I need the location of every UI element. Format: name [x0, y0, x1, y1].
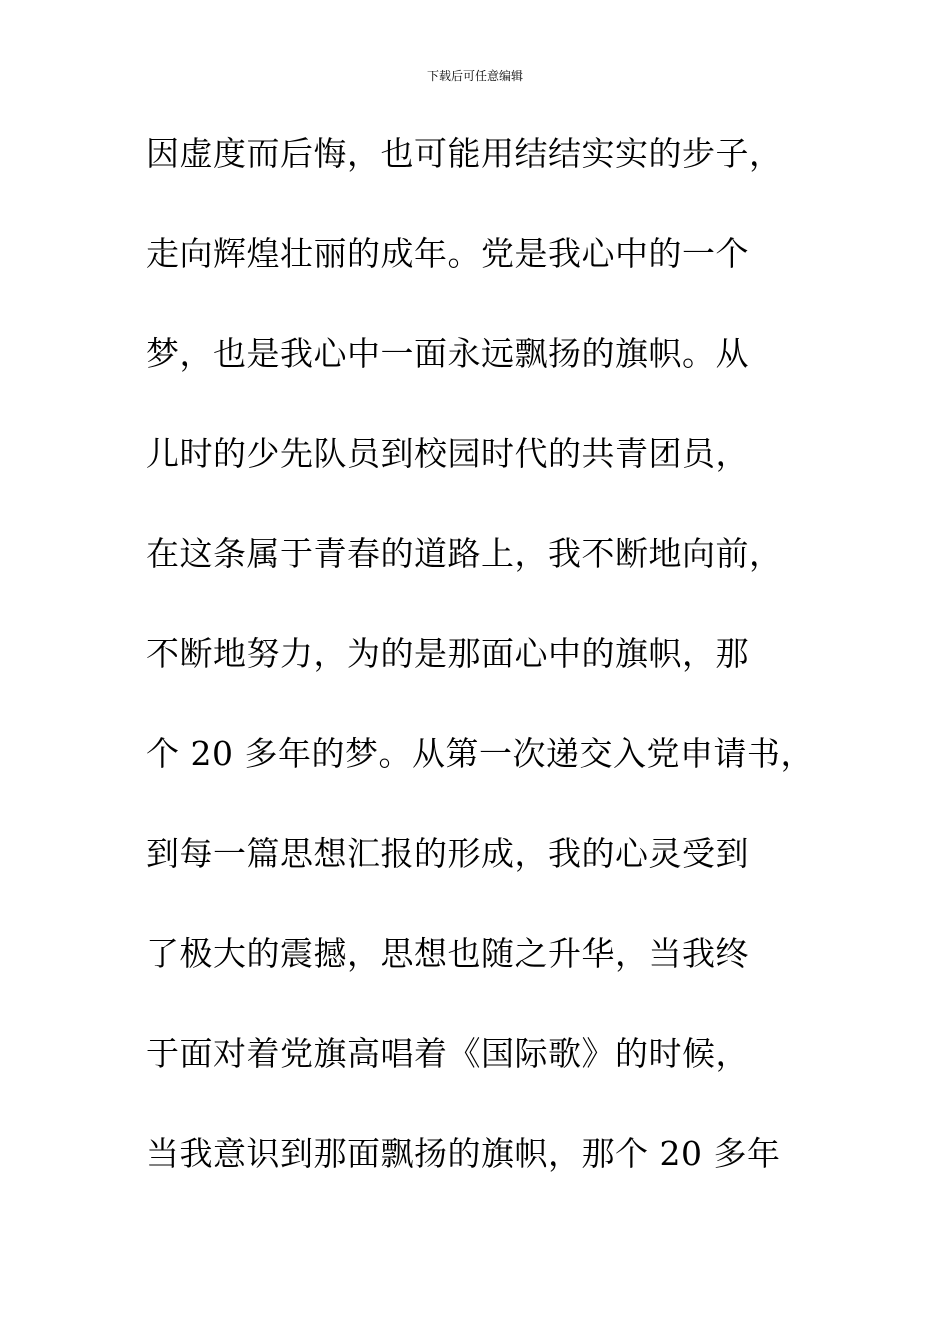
page-header: 下载后可任意编辑 — [426, 69, 523, 83]
body-text — [146, 128, 846, 1228]
text-line: 于面对着党旗高唱着《国际歌》的时候， — [146, 1034, 749, 1073]
text-line: 在这条属于青春的道路上，我不断地向前， — [146, 534, 783, 573]
text-line: 了极大的震撼，思想也随之升华，当我终 — [146, 934, 749, 973]
text-line: 不断地努力，为的是那面心中的旗帜，那 — [146, 634, 749, 673]
text-line: 到每一篇思想汇报的形成，我的心灵受到 — [146, 834, 749, 873]
text-line: 因虚度而后悔，也可能用结结实实的步子， — [146, 134, 783, 173]
text-line: 儿时的少先队员到校园时代的共青团员， — [146, 434, 749, 473]
text-line: 当我意识到那面飘扬的旗帜，那个 20 多年 — [146, 1134, 781, 1173]
text-line: 个 20 多年的梦。从第一次递交入党申请书， — [146, 734, 814, 773]
text-line: 走向辉煌壮丽的成年。党是我心中的一个 — [146, 234, 749, 273]
text-line: 梦，也是我心中一面永远飘扬的旗帜。从 — [146, 334, 749, 373]
